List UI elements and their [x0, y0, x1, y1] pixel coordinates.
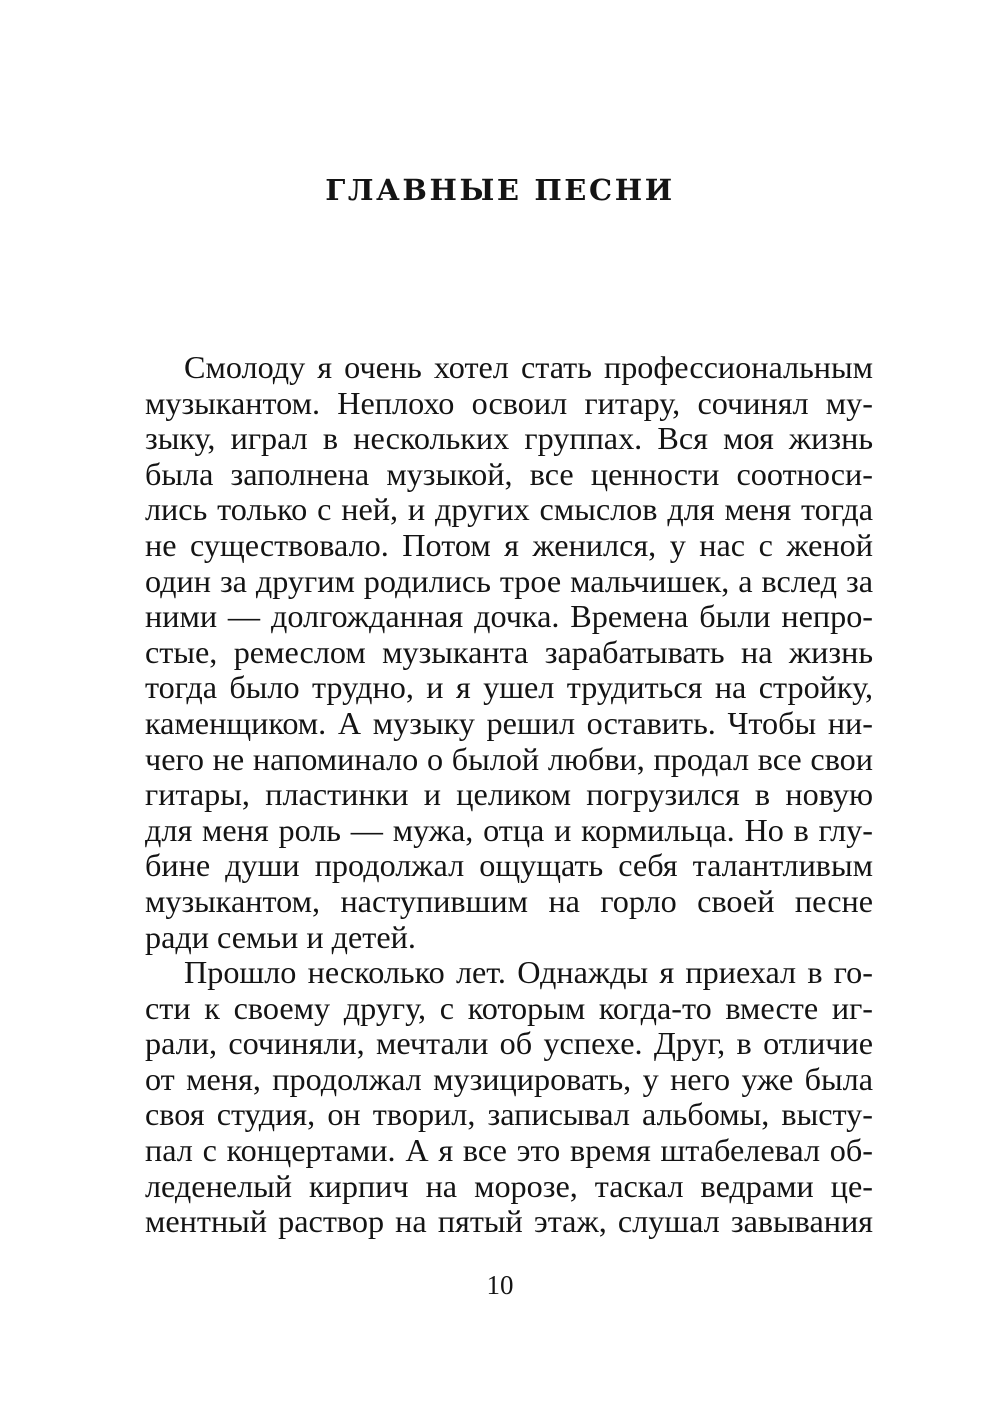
body-text — [145, 350, 873, 1240]
text-line: чего не напоминало о былой любви, продал все свои — [145, 740, 873, 777]
text-line: не существовало. Потом я женился, у нас с женой — [145, 526, 873, 563]
text-line: ними — долгожданная дочка. Времена были непро- — [145, 598, 873, 635]
text-line: леденелый кирпич на морозе, таскал ведрами це- — [145, 1167, 873, 1204]
text-line: своя студия, он творил, записывал альбомы, высту- — [145, 1096, 873, 1133]
text-line: один за другим родились трое мальчишек, а вслед за — [145, 562, 873, 599]
text-line: для меня роль — мужа, отца и кормильца. Но в глу- — [145, 811, 873, 848]
text-line: Прошло несколько лет. Однажды я приехал в го- — [184, 954, 873, 991]
text-line: от меня, продолжал музицировать, у него уже была — [145, 1060, 873, 1097]
page-number: 10 — [486, 1270, 514, 1300]
text-line: ради семьи и детей. — [145, 918, 416, 955]
text-line: ментный раствор на пятый этаж, слушал завывания — [145, 1203, 873, 1240]
text-line: Смолоду я очень хотел стать профессиональным — [184, 349, 873, 385]
text-line: была заполнена музыкой, все ценности соотноси- — [145, 455, 873, 492]
text-line: зыку, играл в нескольких группах. Вся моя жизнь — [145, 420, 873, 457]
text-line: пал с концертами. А я все это время штабелевал об- — [145, 1132, 873, 1169]
text-line: рали, сочиняли, мечтали об успехе. Друг, в отличие — [145, 1025, 873, 1062]
chapter-title: ГЛАВНЫЕ ПЕСНИ — [325, 173, 675, 207]
text-line: стые, ремеслом музыканта зарабатывать на жизнь — [145, 633, 873, 670]
text-line: музыкантом, наступившим на горло своей песне — [145, 882, 873, 919]
text-line: музыкантом. Неплохо освоил гитару, сочинял му- — [145, 384, 873, 421]
paragraph-1 — [145, 350, 873, 955]
text-line: лись только с ней, и других смыслов для меня тогда — [145, 491, 873, 528]
text-line: бине души продолжал ощущать себя талантливым — [145, 847, 873, 884]
text-line: сти к своему другу, с которым когда-то вместе иг- — [145, 989, 873, 1026]
text-line: тогда было трудно, и я ушел трудиться на стройку, — [145, 669, 873, 706]
text-line: каменщиком. А музыку решил оставить. Чтобы ни- — [145, 704, 873, 741]
text-line: гитары, пластинки и целиком погрузился в новую — [145, 776, 873, 813]
paragraph-2 — [145, 955, 873, 1240]
